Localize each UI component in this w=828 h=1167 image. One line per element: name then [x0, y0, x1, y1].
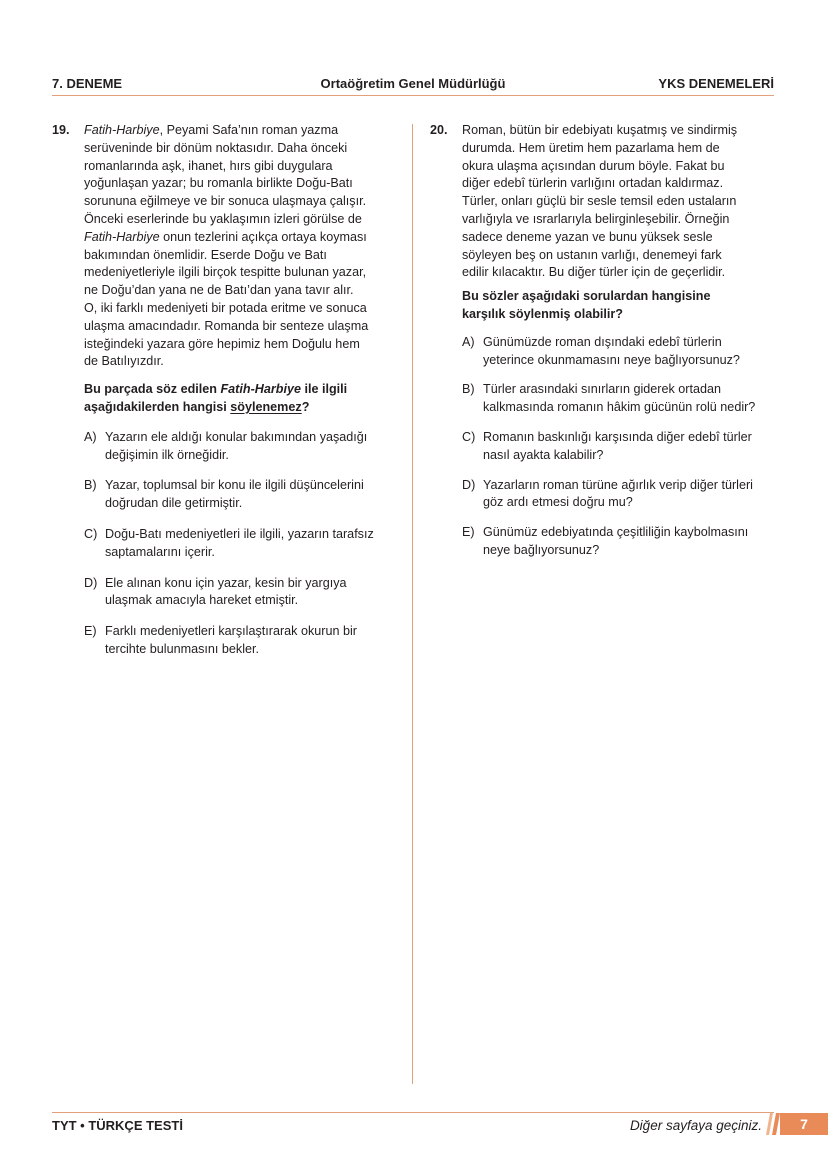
option-letter: C): [462, 429, 476, 444]
option-letter: A): [462, 334, 475, 349]
question-stem: [84, 381, 397, 417]
option-text: neye bağlıyorsunuz?: [483, 542, 600, 557]
column-divider: [412, 124, 413, 1084]
book-title: Fatih-Harbiye: [84, 123, 160, 137]
footer-divider: [52, 1112, 774, 1113]
question-body: [84, 122, 397, 672]
question-19: [52, 122, 397, 672]
option-letter: C): [84, 526, 98, 541]
option-text: Farklı medeniyetleri karşılaştırarak okurun bir: [105, 624, 357, 639]
passage-line: serüveninde bir dönüm noktasıdır. Daha önceki: [84, 140, 348, 155]
stem-text: ?: [301, 399, 310, 414]
passage-line: O, iki farklı medeniyeti bir potada eritme ve sonuca: [84, 300, 367, 315]
option-letter: D): [462, 477, 476, 492]
option-e[interactable]: [462, 524, 775, 560]
option-text: Günümüzde roman dışındaki edebî türlerin: [483, 334, 722, 349]
passage-line: okura ulaşma açısından durum böyle. Fakat bu: [462, 158, 725, 173]
passage-line: romanlarında aşk, ihanet, hırs gibi duygulara: [84, 158, 333, 173]
passage-line: , Peyami Safa’nın roman yazma: [159, 123, 339, 137]
option-text: Yazar, toplumsal bir konu ile ilgili düşüncelerini: [105, 478, 364, 493]
next-page-note: Diğer sayfaya geçiniz.: [629, 1118, 762, 1133]
page-header: [52, 74, 774, 94]
option-text: Ele alınan konu için yazar, kesin bir yargıya: [105, 575, 347, 590]
option-letter: E): [462, 525, 475, 540]
option-text: Günümüz edebiyatında çeşitliliğin kaybolmasını: [483, 525, 749, 540]
passage-line: varlığıyla ve ısrarlarıyla belirginleşebilir. Örneğin: [462, 211, 730, 226]
option-text: Yazarların roman türüne ağırlık verip diğer türleri: [483, 477, 753, 492]
passage: [462, 122, 775, 282]
passage-line: isteğindeki yazara göre hepimiz hem Doğulu hem: [84, 336, 360, 351]
passage-line: Önceki eserlerinde bu yaklaşımın izleri görülse de: [84, 211, 362, 226]
passage-line: onun tezlerini açıkça ortaya koyması: [159, 229, 367, 244]
option-e[interactable]: [84, 623, 397, 659]
stem-emphasis: söylenemez: [230, 399, 302, 414]
stem-text: ile ilgili: [300, 382, 348, 397]
header-divider: [52, 95, 774, 96]
test-name: TYT • TÜRKÇE TESTİ: [52, 1118, 183, 1133]
option-text: değişimin ilk örneğidir.: [105, 447, 229, 462]
option-letter: E): [84, 624, 97, 639]
book-title: Fatih-Harbiye: [84, 229, 160, 244]
option-a[interactable]: [462, 334, 775, 370]
option-b[interactable]: [84, 477, 397, 513]
exam-series: YKS DENEMELERİ: [658, 76, 774, 91]
option-letter: B): [462, 382, 475, 397]
stem-book-title: Fatih-Harbiye: [220, 382, 301, 397]
passage-line: yoğunlaşan yazar; bu romanla birlikte Doğu-Batı: [84, 176, 353, 191]
question-body: [462, 122, 775, 572]
option-letter: A): [84, 429, 97, 444]
page-number: 7: [780, 1113, 828, 1135]
question-number: 19.: [52, 123, 70, 137]
option-d[interactable]: [462, 477, 775, 513]
option-letter: B): [84, 478, 97, 493]
option-text: yeterince okunmamasını neye bağlıyorsunuz?: [483, 352, 740, 367]
passage-line: bakımından önemlidir. Eserde Doğu ve Batı: [84, 247, 327, 262]
option-text: tercihte bulunmasını bekler.: [105, 641, 260, 656]
passage-line: Roman, bütün bir edebiyatı kuşatmış ve sindirmiş: [462, 123, 738, 137]
option-a[interactable]: [84, 429, 397, 465]
option-letter: D): [84, 575, 98, 590]
option-b[interactable]: [462, 381, 775, 417]
option-text: Yazarın ele aldığı konular bakımından yaşadığı: [105, 429, 368, 444]
option-text: saptamalarını içerir.: [105, 544, 215, 559]
question-number: 20.: [430, 123, 448, 137]
passage-line: ne Doğu’dan yana ne de Batı’dan yana tavır alır.: [84, 283, 354, 298]
exam-title: 7. DENEME: [52, 76, 123, 91]
option-c[interactable]: [84, 526, 397, 562]
institution-name: Ortaöğretim Genel Müdürlüğü: [320, 76, 506, 91]
option-text: kalkmasında romanın hâkim gücünün rolü nedir?: [483, 400, 756, 415]
answer-options: [84, 429, 397, 659]
page-slash-decoration: [766, 1113, 780, 1135]
stem-text: Bu parçada söz edilen: [84, 382, 221, 397]
stem-text: karşılık söylenmiş olabilir?: [462, 306, 623, 321]
passage-line: Türler, onları güçlü bir sesle temsil eden ustaların: [462, 194, 737, 209]
question-stem: [462, 288, 775, 324]
option-text: Türler arasındaki sınırların giderek ortadan: [483, 382, 721, 397]
option-text: ulaşmak amacıyla hareket etmiştir.: [105, 593, 299, 608]
answer-options: [462, 334, 775, 560]
passage-line: durumda. Hem üretim hem pazarlama hem de: [462, 140, 720, 155]
option-text: Romanın baskınlığı karşısında diğer edebî türler: [483, 429, 752, 444]
passage-line: sorununa eğilmeye ve bir sonuca ulaşmaya çalışır.: [84, 194, 367, 209]
option-text: doğrudan dile getirmiştir.: [105, 496, 243, 511]
stem-text: aşağıdakilerden hangisi: [84, 399, 231, 414]
option-text: göz ardı etmesi doğru mu?: [483, 495, 633, 510]
passage-line: sadece deneme yazan ve bunu yüksek sesle: [462, 229, 713, 244]
passage-line: edilir kılacaktır. Bu diğer türler için de geçerlidir.: [462, 265, 726, 280]
passage-line: söyleyen beş on ustanın varlığı, denemeyi fark: [462, 247, 722, 262]
option-c[interactable]: [462, 429, 775, 465]
passage-line: medeniyetleriyle ilgili birçok tespitte bulunan yazar,: [84, 265, 367, 280]
passage-line: ulaşma amacındadır. Romanda bir senteze ulaşma: [84, 318, 369, 333]
option-d[interactable]: [84, 575, 397, 611]
option-text: Doğu-Batı medeniyetleri ile ilgili, yazarın tarafsız: [105, 526, 374, 541]
passage-line: diğer edebî türlerin varlığını ortadan kaldırmaz.: [462, 176, 724, 191]
question-20: [430, 122, 775, 572]
option-text: nasıl ayakta kalabilir?: [483, 447, 604, 462]
stem-text: Bu sözler aşağıdaki sorulardan hangisine: [462, 289, 711, 304]
passage-line: de Batılıyızdır.: [84, 354, 164, 369]
passage: [84, 122, 397, 371]
